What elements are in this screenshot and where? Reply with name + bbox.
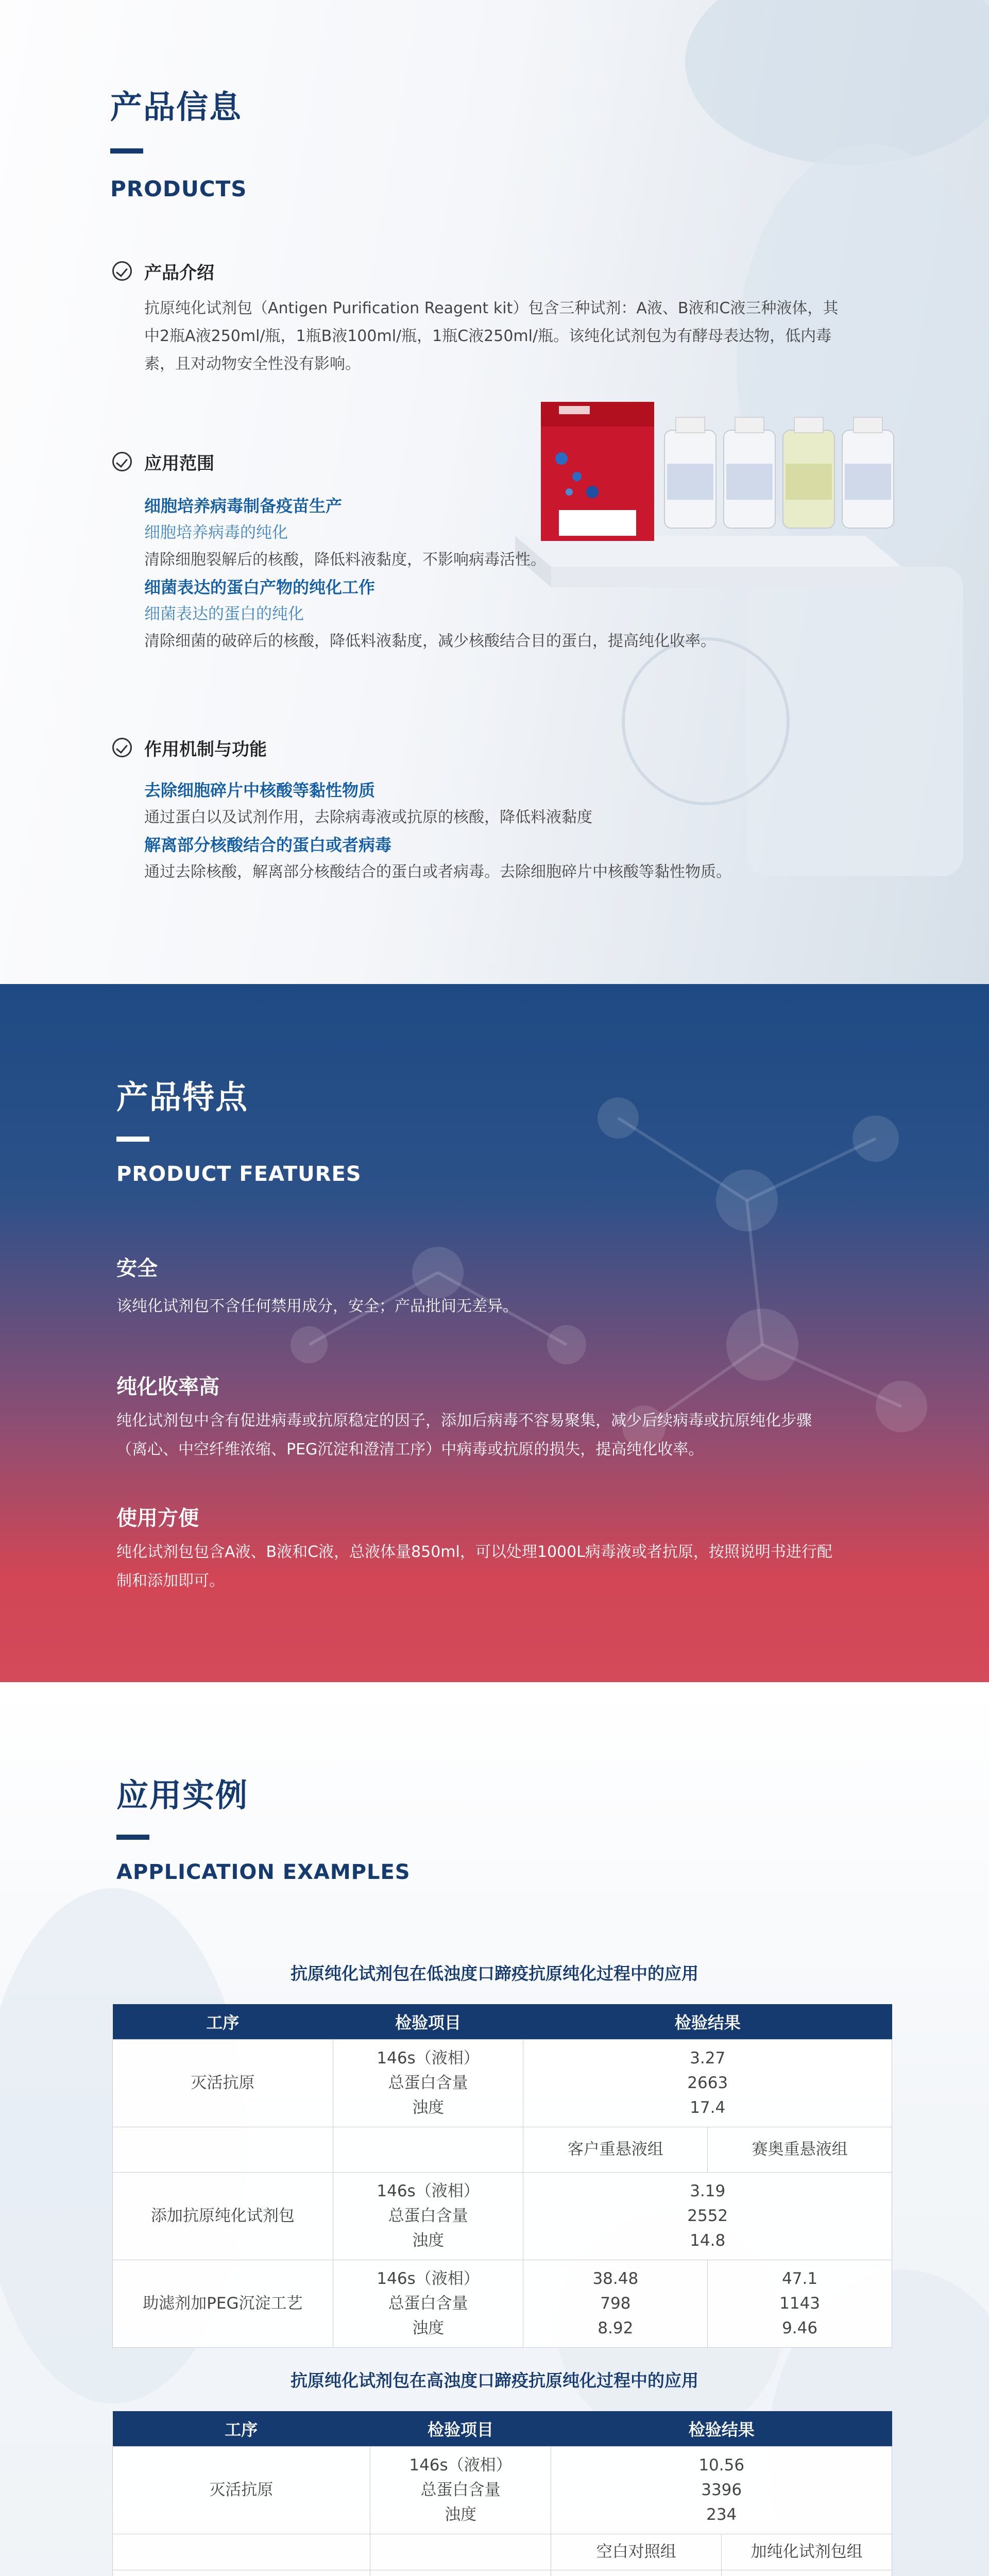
feature-ease-heading: 使用方便 bbox=[116, 1506, 199, 1530]
item: 总蛋白含量 bbox=[388, 2074, 468, 2092]
table-row bbox=[113, 2260, 892, 2347]
mechanism-bold-item: 去除细胞碎片中核酸等黏性物质 bbox=[144, 781, 376, 800]
value bbox=[551, 2570, 722, 2576]
applications-section bbox=[0, 1682, 989, 2576]
item: 146s（液相） bbox=[377, 2269, 480, 2288]
section-title-cn: 产品信息 bbox=[110, 88, 243, 126]
title-underline bbox=[110, 148, 143, 154]
table-row bbox=[113, 2039, 892, 2127]
items-cell bbox=[370, 2446, 551, 2534]
mechanism-heading: 作用机制与功能 bbox=[144, 739, 267, 760]
mechanism-list bbox=[144, 777, 917, 886]
item: 浊度 bbox=[445, 2505, 476, 2524]
items-cell bbox=[333, 2039, 523, 2127]
group-header: 空白对照组 bbox=[551, 2534, 722, 2570]
value: 2663 bbox=[687, 2074, 728, 2092]
feature-yield-line: 纯化试剂包中含有促进病毒或抗原稳定的因子，添加后病毒不容易聚集，减少后续病毒或抗原纯化步骤 bbox=[116, 1412, 812, 1430]
scope-sub-item: 细菌表达的蛋白的纯化 bbox=[144, 605, 304, 623]
feature-ease-text bbox=[116, 1538, 920, 1596]
intro-line: 素，且对动物安全性没有影响。 bbox=[144, 355, 361, 373]
value: 3.19 bbox=[690, 2182, 726, 2200]
col-header: 检验项目 bbox=[370, 2411, 551, 2446]
table2 bbox=[112, 2411, 892, 2576]
scope-bold-item: 细菌表达的蛋白产物的纯化工作 bbox=[144, 578, 376, 597]
table-row bbox=[113, 2172, 892, 2260]
process-cell bbox=[113, 2570, 370, 2576]
section-title-cn: 应用实例 bbox=[116, 1776, 249, 1814]
intro-line: 抗原纯化试剂包（Antigen Purification Reagent kit）包含三种试剂：A液、B液和C液三种液体，其 bbox=[144, 299, 839, 317]
title-underline bbox=[116, 1137, 149, 1142]
feature-safety-heading: 安全 bbox=[116, 1257, 158, 1280]
values-cell bbox=[708, 2260, 892, 2347]
col-header: 检验结果 bbox=[523, 2004, 892, 2039]
item: 146s（液相） bbox=[377, 2182, 480, 2200]
feature-safety-text: 该纯化试剂包不含任何禁用成分，安全；产品批间无差异。 bbox=[116, 1297, 518, 1315]
process-cell: 灭活抗原 bbox=[113, 2446, 370, 2534]
col-header: 工序 bbox=[113, 2004, 333, 2039]
feature-yield-heading: 纯化收率高 bbox=[116, 1375, 219, 1399]
section-title-en: PRODUCT FEATURES bbox=[116, 1162, 362, 1186]
table2-caption: 抗原纯化试剂包在高浊度口蹄疫抗原纯化过程中的应用 bbox=[291, 2370, 698, 2391]
scope-bold-item: 细胞培养病毒制备疫苗生产 bbox=[144, 496, 343, 516]
mechanism-bold-item: 解离部分核酸结合的蛋白或者病毒 bbox=[144, 835, 392, 855]
feature-ease-line: 纯化试剂包包含A液、B液和C液，总液体量850ml，可以处理1000L病毒液或者抗原，按照说明书进行配 bbox=[116, 1543, 832, 1561]
item: 总蛋白含量 bbox=[420, 2481, 501, 2499]
scope-list bbox=[144, 493, 865, 655]
values-cell bbox=[551, 2446, 892, 2534]
table1 bbox=[112, 2004, 892, 2348]
items-cell bbox=[333, 2260, 523, 2347]
item: 总蛋白含量 bbox=[388, 2294, 468, 2313]
scope-sub-item: 细胞培养病毒的纯化 bbox=[144, 523, 288, 542]
table-row bbox=[113, 2446, 892, 2534]
table1-caption: 抗原纯化试剂包在低浊度口蹄疫抗原纯化过程中的应用 bbox=[291, 1963, 698, 1984]
mechanism-text: 通过蛋白以及试剂作用，去除病毒液或抗原的核酸，降低料液黏度 bbox=[144, 808, 592, 826]
feature-yield-text bbox=[116, 1406, 920, 1464]
item: 146s（液相） bbox=[409, 2456, 512, 2475]
intro-heading: 产品介绍 bbox=[144, 263, 214, 283]
table-row bbox=[113, 2127, 892, 2172]
group-header: 赛奥重悬液组 bbox=[708, 2127, 892, 2172]
value: 2552 bbox=[687, 2207, 728, 2225]
item: 浊度 bbox=[412, 2319, 445, 2337]
col-header: 检验结果 bbox=[551, 2411, 892, 2446]
col-header: 检验项目 bbox=[333, 2004, 523, 2039]
check-circle-icon bbox=[112, 261, 132, 281]
value: 1143 bbox=[779, 2294, 821, 2313]
value: 234 bbox=[706, 2505, 737, 2524]
scope-text: 清除细胞裂解后的核酸，降低料液黏度，不影响病毒活性。 bbox=[144, 551, 546, 569]
process-cell: 助滤剂加PEG沉淀工艺 bbox=[113, 2260, 333, 2347]
group-header: 加纯化试剂包组 bbox=[722, 2534, 892, 2570]
process-cell: 添加抗原纯化试剂包 bbox=[113, 2172, 333, 2260]
value: 3.27 bbox=[690, 2049, 726, 2067]
value: 47.1 bbox=[782, 2269, 818, 2288]
scope-text: 清除细菌的破碎后的核酸，降低料液黏度，减少核酸结合目的蛋白，提高纯化收率。 bbox=[144, 632, 716, 650]
section-title-cn: 产品特点 bbox=[116, 1078, 249, 1116]
intro-text bbox=[144, 295, 907, 378]
values-cell bbox=[523, 2172, 892, 2260]
feature-yield-line: （离心、中空纤维浓缩、PEG沉淀和澄清工序）中病毒或抗原的损失，提高纯化收率。 bbox=[116, 1440, 704, 1459]
item: 146s（液相） bbox=[377, 2049, 480, 2067]
title-underline bbox=[116, 1835, 149, 1840]
intro-line: 中2瓶A液250ml/瓶，1瓶B液100ml/瓶，1瓶C液250ml/瓶。该纯化试剂包为有酵母表达物，低内毒 bbox=[144, 327, 832, 345]
products-section bbox=[0, 0, 989, 984]
mechanism-text: 通过去除核酸，解离部分核酸结合的蛋白或者病毒。去除细胞碎片中核酸等黏性物质。 bbox=[144, 863, 731, 881]
item: 浊度 bbox=[412, 2231, 445, 2250]
value: 10.56 bbox=[698, 2456, 745, 2475]
process-cell: 灭活抗原 bbox=[113, 2039, 333, 2127]
check-circle-icon bbox=[112, 738, 132, 757]
value: 798 bbox=[600, 2294, 631, 2313]
value: 14.8 bbox=[690, 2231, 726, 2250]
values-cell bbox=[523, 2039, 892, 2127]
value bbox=[722, 2570, 892, 2576]
group-header: 客户重悬液组 bbox=[523, 2127, 708, 2172]
item: 浊度 bbox=[412, 2098, 445, 2117]
value: 38.48 bbox=[592, 2269, 639, 2288]
col-header: 工序 bbox=[113, 2411, 370, 2446]
values-cell bbox=[523, 2260, 708, 2347]
table-header-row bbox=[113, 2004, 892, 2039]
item: 总蛋白含量 bbox=[388, 2207, 468, 2225]
value: 3396 bbox=[701, 2481, 742, 2499]
check-circle-icon bbox=[112, 452, 132, 471]
table-header-row bbox=[113, 2411, 892, 2446]
item bbox=[370, 2570, 551, 2576]
feature-ease-line: 制和添加即可。 bbox=[116, 1572, 225, 1590]
scope-heading: 应用范围 bbox=[144, 453, 214, 474]
value: 17.4 bbox=[690, 2098, 726, 2117]
items-cell bbox=[333, 2172, 523, 2260]
value: 9.46 bbox=[782, 2319, 818, 2337]
section-title-en: PRODUCTS bbox=[110, 176, 247, 201]
section-title-en: APPLICATION EXAMPLES bbox=[116, 1860, 411, 1884]
value: 8.92 bbox=[598, 2319, 634, 2337]
table-row bbox=[113, 2534, 892, 2570]
features-section bbox=[0, 984, 989, 1682]
table-row bbox=[113, 2570, 892, 2576]
